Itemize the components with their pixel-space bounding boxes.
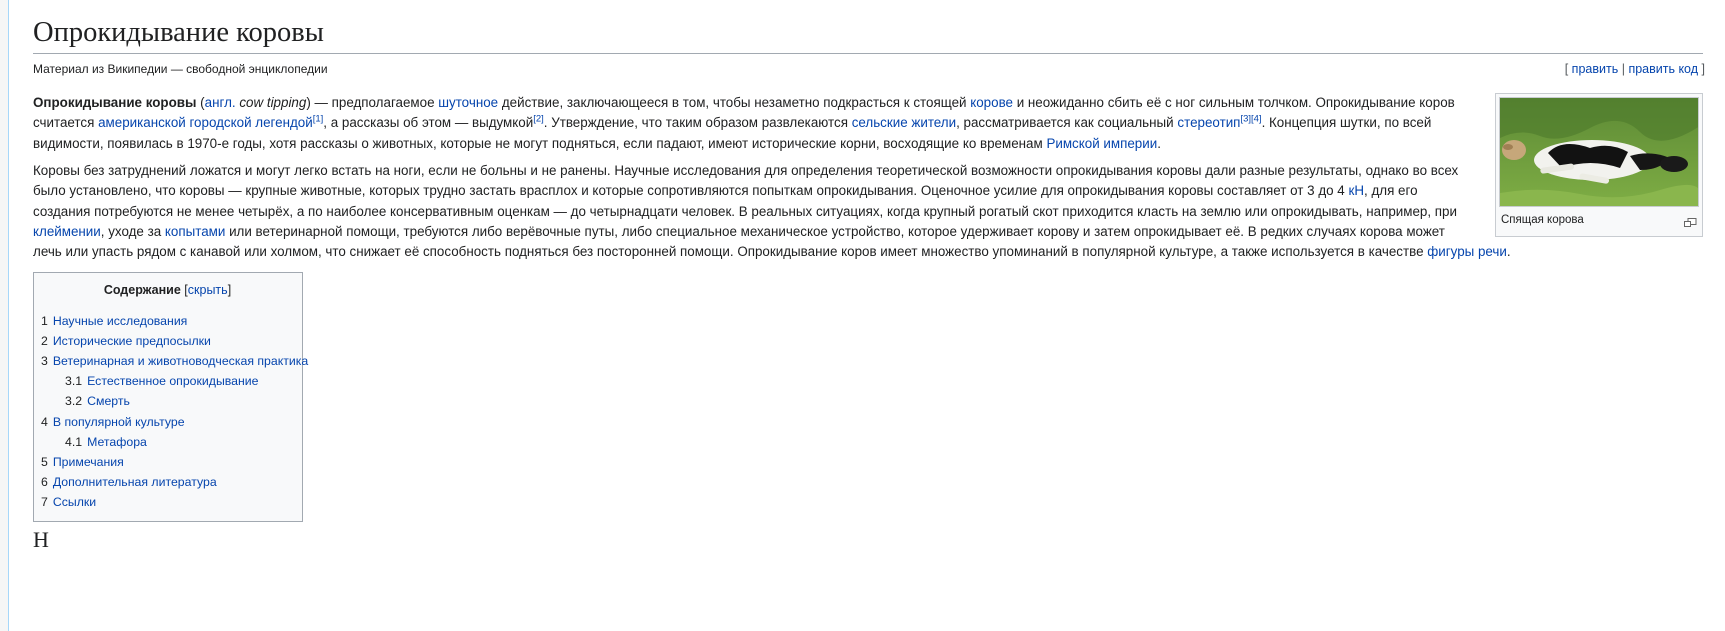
toc-item <box>41 331 294 351</box>
text: или ветеринарной помощи, требуются либо верёвочные путы, либо специальное механическое устройство, которое удерживает корову и затем опрокидывает её. В редких случаях корова может лечь или упасть рядом с канавой или холмом, что снижает её способность подняться без посторонней помощи. Опрокидывание коров имеет множество упоминаний в популярной культуре, а также используется в качестве <box>33 223 1445 260</box>
toc-item <box>41 371 294 391</box>
second-paragraph <box>33 161 1703 262</box>
intro-paragraph <box>33 93 1703 154</box>
toc-toggle-bracket: [ <box>180 283 188 298</box>
link-hooves[interactable]: копытами <box>164 223 226 239</box>
toc-label: Дополнительная литература <box>52 475 217 490</box>
toc-label: Примечания <box>52 455 124 470</box>
text: Коровы без затруднений ложатся и могут легко встать на ноги, если не больны и не ранены. Научные исследования для определения теоретической возможности опрокидывания коровы дали разные результаты, однако во всех было установлено, что коровы — крупные животные, которых трудно застать врасплох и которые сопротивляются попыткам опрокидывания. Оценочное усилие для опрокидывания коровы составляет от 3 до 4 <box>33 162 1459 199</box>
toc-number: 4 <box>41 414 48 429</box>
ref-3[interactable]: [3] <box>1240 113 1251 125</box>
toc-heading: Содержание <box>103 283 181 298</box>
link-lang[interactable]: англ. <box>204 95 236 111</box>
toc-number: 2 <box>41 333 48 348</box>
ref-4[interactable]: [4] <box>1251 113 1262 125</box>
toc-link[interactable] <box>41 415 185 429</box>
link-joke[interactable]: шуточное <box>438 95 499 111</box>
toc-label: Смерть <box>87 394 130 409</box>
link-kn[interactable]: кН <box>1348 183 1364 199</box>
link-figure-of-speech[interactable]: фигуры речи <box>1427 244 1507 260</box>
text: . <box>1506 244 1511 260</box>
toc-item <box>41 351 309 371</box>
toc-number: 5 <box>41 455 48 470</box>
next-section-heading: Н <box>33 526 49 552</box>
link-roman-empire[interactable]: Римской империи <box>1046 135 1158 151</box>
edit-code-link[interactable]: править код <box>1628 62 1699 77</box>
text: . Концепция шутки, по всей видимости, появилась в 1970-е годы, хотя рассказы о животных, которые не могут подняться, если падают, имеют исторические корни, восходящие ко временам <box>33 115 1432 151</box>
caption-text: Спящая корова <box>1501 214 1584 227</box>
magnify-clip-icon[interactable] <box>1684 215 1697 225</box>
toc-link[interactable] <box>41 314 187 328</box>
text: , уходе за <box>100 223 165 239</box>
toc-link[interactable] <box>41 354 308 368</box>
toc-number: 3.2 <box>65 394 83 409</box>
cow-photo[interactable] <box>1499 97 1699 207</box>
toc-label: Ссылки <box>52 495 97 510</box>
toc-list <box>41 311 309 513</box>
toc-label: Ветеринарная и животноводческая практика <box>52 354 309 369</box>
bold-term: Опрокидывание коровы <box>33 95 197 111</box>
edit-links <box>1565 62 1705 76</box>
page-title: Опрокидывание коровы <box>33 12 1703 54</box>
toc-number: 6 <box>41 475 48 490</box>
toc-toggle <box>181 283 231 297</box>
toc-hide-link[interactable]: скрыть <box>187 283 228 298</box>
toc-link[interactable] <box>41 475 217 489</box>
toc-number: 3.1 <box>65 374 83 389</box>
toc-link[interactable] <box>65 394 130 408</box>
text: . Утверждение, что таким образом развлекаются <box>543 115 852 131</box>
toc-link[interactable] <box>41 455 124 469</box>
toc-label: В популярной культуре <box>52 414 185 429</box>
toc-item <box>41 311 294 331</box>
edit-bracket-open: [ <box>1564 62 1569 77</box>
toc-number: 3 <box>41 354 48 369</box>
site-tagline: Материал из Википедии — свободной энциклопедии <box>33 62 328 77</box>
article-content <box>8 0 1725 631</box>
toc-link[interactable] <box>41 495 96 509</box>
text: ) — предполагаемое <box>306 95 439 111</box>
text: , для его создания потребуются не менее четырёх, а по наиболее консервативным оценкам — до четырнадцати человек. В реальных ситуациях, когда крупный рогатый скот приходится класть на землю или опрокидывать, например, при <box>33 183 1457 219</box>
toc-number: 1 <box>41 313 48 328</box>
article-body <box>33 93 1703 550</box>
ref-1[interactable]: [1] <box>312 113 324 125</box>
text: и неожиданно сбить её с ног сильным толчком. Опрокидывание коров считается <box>33 95 1455 131</box>
link-rural[interactable]: сельские жители <box>851 115 957 131</box>
toc-item <box>41 432 294 452</box>
text: , рассматривается как социальный <box>956 115 1178 131</box>
toc-label: Научные исследования <box>52 313 188 328</box>
toc-number: 7 <box>41 495 48 510</box>
subline <box>33 62 1703 76</box>
toc-item <box>41 452 294 472</box>
text: действие, заключающееся в том, чтобы незаметно подкрасться к стоящей <box>498 95 971 111</box>
toc-number: 4.1 <box>65 434 83 449</box>
edit-bracket-close: ] <box>1701 62 1705 77</box>
toc-title <box>41 280 294 300</box>
ref-2[interactable]: [2] <box>533 113 544 125</box>
toc-label: Исторические предпосылки <box>52 333 211 348</box>
toc-toggle-bracket: ] <box>227 283 232 298</box>
text: , а рассказы об этом — выдумкой <box>323 115 534 131</box>
toc-label: Метафора <box>87 434 147 449</box>
cow-photo-drawing <box>1500 98 1699 207</box>
toc-link[interactable] <box>41 334 211 348</box>
link-urban-legend[interactable]: американской городской легендой <box>98 115 313 131</box>
toc-item <box>41 472 294 492</box>
text: . <box>1157 135 1161 151</box>
edit-link[interactable]: править <box>1571 62 1619 77</box>
link-cow[interactable]: корове <box>970 95 1013 111</box>
link-branding[interactable]: клеймении <box>33 223 101 239</box>
toc-item <box>41 492 294 512</box>
toc-item <box>41 412 294 432</box>
foreign-term: cow tipping <box>235 95 307 111</box>
text: ( <box>196 95 205 111</box>
toc-link[interactable] <box>65 435 147 449</box>
toc-item <box>41 391 294 411</box>
toc-label: Естественное опрокидывание <box>87 374 259 389</box>
thumbnail-caption <box>1499 207 1699 233</box>
thumbnail-figure <box>1495 93 1703 237</box>
link-stereotype[interactable]: стереотип <box>1177 115 1241 131</box>
edit-separator: | <box>1621 62 1625 77</box>
table-of-contents <box>33 272 309 521</box>
toc-link[interactable] <box>65 374 259 388</box>
